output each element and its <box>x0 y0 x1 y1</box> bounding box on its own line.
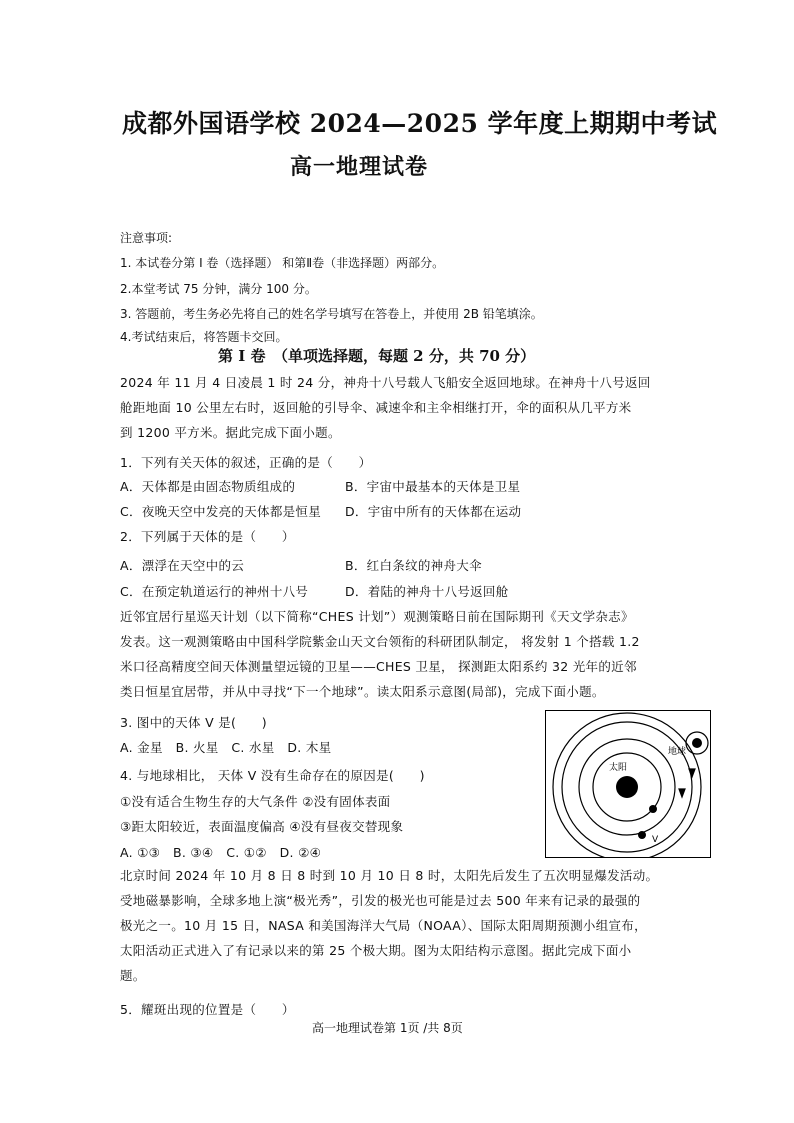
question-stem: 4. 与地球相比， 天体 V 没有生命存在的原因是( ) <box>120 768 425 783</box>
material-line: 北京时间 2024 年 10 月 8 日 8 时到 10 月 10 日 8 时，太阳先后发生了五次明显爆发活动。 <box>120 868 659 883</box>
section-title: 第 I 卷 （单项选择题，每题 2 分，共 70 分） <box>218 347 536 365</box>
note-item: 3. 答题前，考生务必先将自己的姓名学号填写在答卷上，并使用 2B 铅笔填涂。 <box>120 307 543 321</box>
material-line: 题。 <box>120 968 146 983</box>
statement-line: ①没有适合生物生存的大气条件 ②没有固体表面 <box>120 794 391 809</box>
material-line: 受地磁暴影响，全球多地上演“极光秀”，引发的极光也可能是过去 500 年来有记录的最强的 <box>120 893 641 908</box>
earth <box>692 738 702 748</box>
page-footer: 高一地理试卷第 1页 /共 8页 <box>312 1021 463 1035</box>
earth-label: 地球 <box>668 747 687 757</box>
material-line: 极光之一。10 月 15 日，NASA 和美国海洋大气局（NOAA）、国际太阳周期预测小组宣布， <box>120 918 647 933</box>
revolution-arrow <box>689 769 695 777</box>
note-item: 4.考试结束后，将答题卡交回。 <box>120 330 288 344</box>
notes-heading: 注意事项: <box>120 231 173 245</box>
v-label: V <box>652 835 659 845</box>
exam-title: 成都外国语学校 2024—2025 学年度上期期中考试 <box>122 109 718 138</box>
material-line: 发表。这一观测策略由中国科学院紫金山天文台领衔的科研团队制定， 将发射 1 个搭载 1.2 <box>120 634 640 649</box>
material-line: 太阳活动正式进入了有记录以来的第 25 个极大期。图为太阳结构示意图。据此完成下面小 <box>120 943 632 958</box>
sun-label: 太阳 <box>609 763 628 773</box>
question-stem: 3. 图中的天体 V 是( ) <box>120 715 267 730</box>
material-line: 2024 年 11 月 4 日凌晨 1 时 24 分，神舟十八号载人飞船安全返回地球。在神舟十八号返回 <box>120 375 651 390</box>
material-line: 米口径高精度空间天体测量望远镜的卫星——CHES 卫星， 探测距太阳系约 32 光年的近邻 <box>120 659 637 674</box>
statement-line: ③距太阳较近，表面温度偏高 ④没有昼夜交替现象 <box>120 819 404 834</box>
revolution-arrow <box>679 789 685 797</box>
question-stem: 1．下列有关天体的叙述，正确的是（ ） <box>120 455 372 470</box>
option-b: B．宇宙中最基本的天体是卫星 <box>345 479 521 494</box>
question-stem: 5．耀斑出现的位置是（ ） <box>120 1002 295 1017</box>
planet-v <box>638 831 646 839</box>
question-stem: 2．下列属于天体的是（ ） <box>120 529 295 544</box>
material-line: 舱距地面 10 公里左右时，返回舱的引导伞、减速伞和主伞相继打开，伞的面积从几平方米 <box>120 400 632 415</box>
planet-dot <box>649 805 657 813</box>
material-line: 近邻宜居行星巡天计划（以下简称“CHES 计划”）观测策略日前在国际期刊《天文学杂志》 <box>120 609 634 624</box>
question-options: A. ①③ B. ③④ C. ①② D. ②④ <box>120 845 322 860</box>
option-a: A．漂浮在天空中的云 <box>120 558 245 573</box>
option-b: B．红白条纹的神舟大伞 <box>345 558 482 573</box>
solar-system-diagram <box>545 710 711 858</box>
option-a: A．天体都是由固态物质组成的 <box>120 479 296 494</box>
material-line: 类日恒星宜居带，并从中寻找“下一个地球”。读太阳系示意图(局部)，完成下面小题。 <box>120 684 605 699</box>
question-options: A. 金星 B. 火星 C. 水星 D. 木星 <box>120 740 332 755</box>
note-item: 1. 本试卷分第 I 卷（选择题） 和第Ⅱ卷（非选择题）两部分。 <box>120 256 445 270</box>
note-item: 2.本堂考试 75 分钟，满分 100 分。 <box>120 282 317 296</box>
option-c: C．夜晚天空中发亮的天体都是恒星 <box>120 504 322 519</box>
option-d: D．宇宙中所有的天体都在运动 <box>345 504 522 519</box>
material-line: 到 1200 平方米。据此完成下面小题。 <box>120 425 341 440</box>
exam-subtitle: 高一地理试卷 <box>290 154 429 180</box>
option-c: C．在预定轨道运行的神州十八号 <box>120 584 309 599</box>
option-d: D．着陆的神舟十八号返回舱 <box>345 584 509 599</box>
sun <box>616 776 638 798</box>
